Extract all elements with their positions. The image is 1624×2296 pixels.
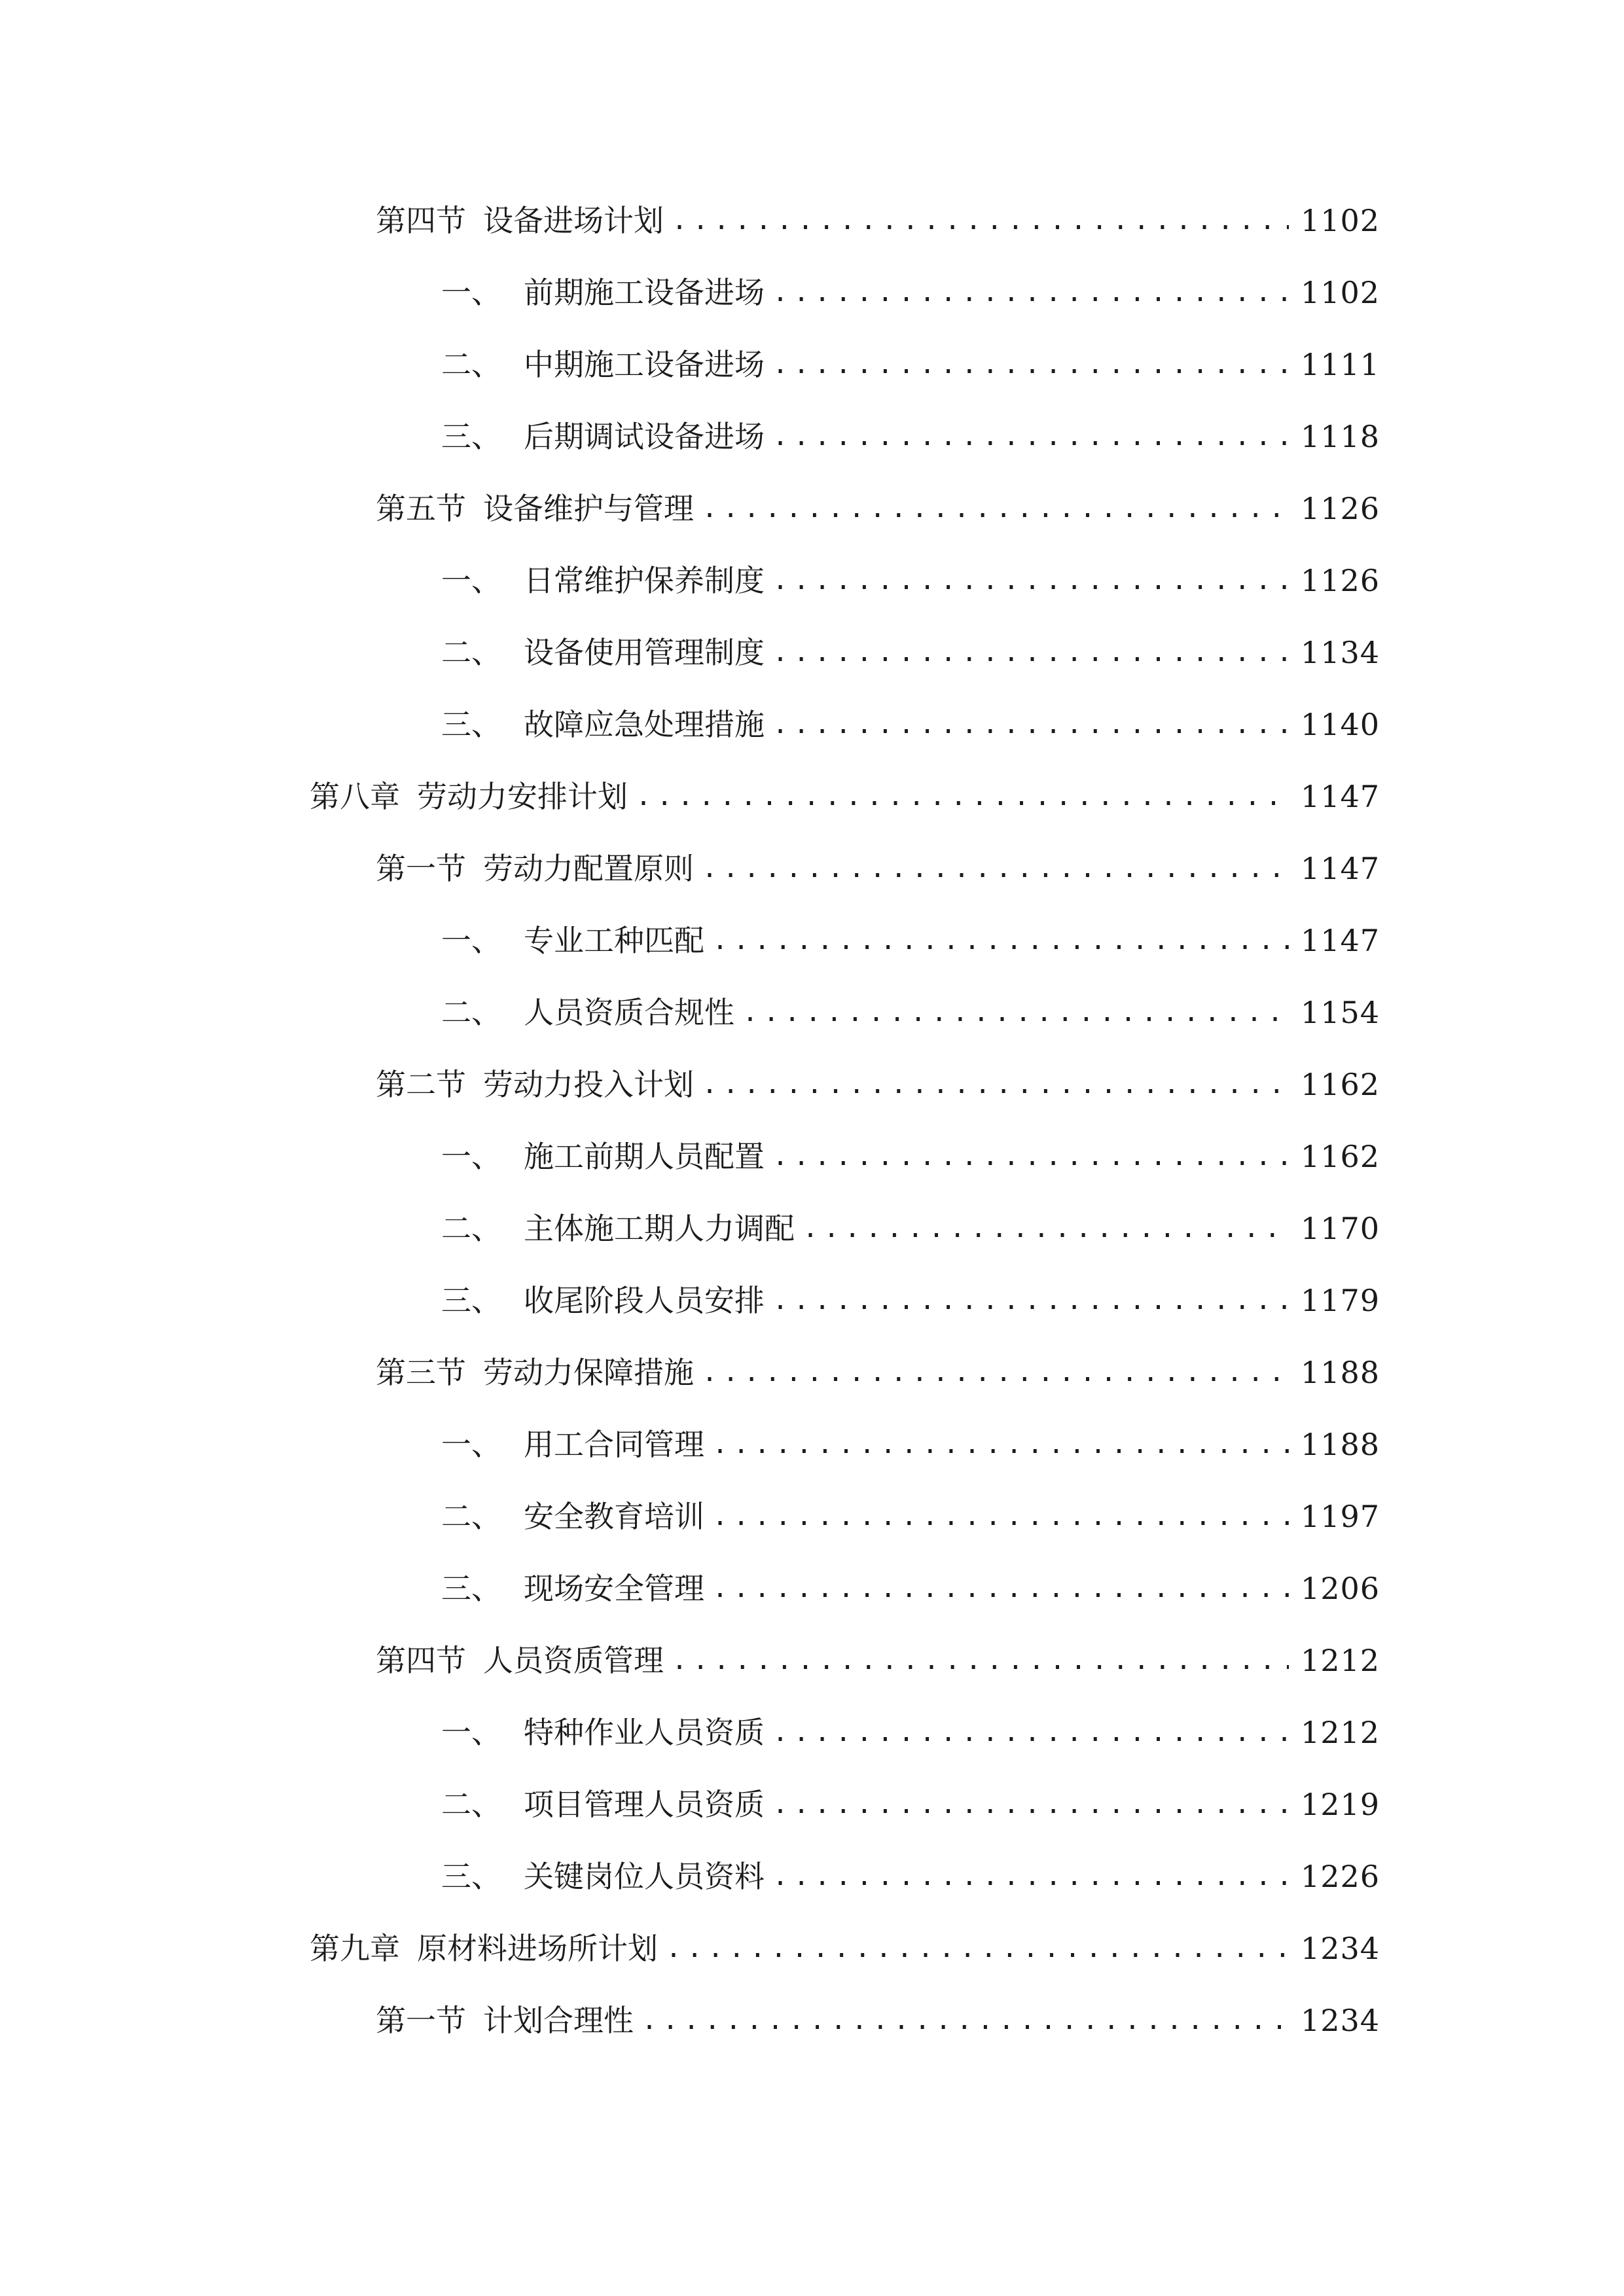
toc-entry-number: 二、	[441, 995, 501, 1030]
toc-dot-leader	[772, 1778, 1289, 1831]
toc-entry-line	[376, 1058, 1380, 1111]
toc-entry-number: 第二节	[376, 1067, 466, 1102]
toc-entry-line	[441, 1850, 1380, 1903]
toc-entry-line	[376, 1346, 1380, 1399]
toc-entry-title: 特种作业人员资质	[524, 1715, 765, 1750]
toc-dot-leader	[772, 266, 1289, 319]
toc-entry-number: 三、	[441, 1571, 501, 1606]
toc-entry-title: 计划合理性	[483, 2003, 634, 2038]
toc-entry-line	[441, 1418, 1380, 1471]
toc-entry-page-number: 1147	[1300, 851, 1380, 886]
toc-entry-number: 二、	[441, 635, 501, 670]
toc-entry[interactable]	[0, 338, 1624, 391]
toc-dot-leader	[772, 1706, 1289, 1759]
toc-entry-page-number: 1140	[1300, 707, 1380, 742]
toc-dot-leader	[772, 1130, 1289, 1183]
toc-dot-leader	[712, 1418, 1289, 1471]
toc-entry[interactable]	[0, 842, 1624, 895]
toc-entry-page-number: 1170	[1300, 1211, 1380, 1246]
toc-entry-number: 一、	[441, 563, 501, 598]
toc-entry[interactable]	[0, 1418, 1624, 1471]
toc-dot-leader	[712, 1562, 1289, 1615]
toc-entry-line	[441, 626, 1380, 679]
toc-entry-page-number: 1126	[1300, 563, 1380, 598]
toc-entry-page-number: 1118	[1300, 419, 1380, 454]
toc-entry[interactable]	[0, 698, 1624, 751]
toc-entry-page-number: 1219	[1300, 1787, 1380, 1822]
toc-entry-line	[376, 482, 1380, 535]
toc-entry-line	[441, 698, 1380, 751]
toc-entry-title: 劳动力配置原则	[483, 851, 694, 886]
toc-entry[interactable]	[0, 266, 1624, 319]
toc-dot-leader	[772, 1274, 1289, 1327]
toc-entry-line	[441, 986, 1380, 1039]
toc-entry-number: 三、	[441, 707, 501, 742]
toc-entry-line	[441, 266, 1380, 319]
toc-dot-leader	[666, 1922, 1289, 1975]
toc-entry-line	[441, 1274, 1380, 1327]
toc-entry-number: 二、	[441, 1211, 501, 1246]
toc-entry-title: 日常维护保养制度	[524, 563, 765, 598]
toc-entry-page-number: 1111	[1300, 347, 1380, 382]
toc-entry[interactable]	[0, 914, 1624, 967]
toc-entry[interactable]	[0, 1274, 1624, 1327]
toc-entry-title: 劳动力保障措施	[483, 1355, 694, 1390]
toc-entry-number: 第一节	[376, 851, 466, 886]
toc-entry-page-number: 1154	[1300, 995, 1380, 1030]
toc-entry-title: 收尾阶段人员安排	[524, 1283, 765, 1318]
toc-dot-leader	[702, 482, 1289, 535]
toc-entry-title: 现场安全管理	[524, 1571, 704, 1606]
toc-entry-title: 中期施工设备进场	[524, 347, 765, 382]
toc-entry-number: 第五节	[376, 491, 466, 526]
toc-entry[interactable]	[0, 986, 1624, 1039]
toc-entry-line	[376, 842, 1380, 895]
toc-entry-number: 第四节	[376, 203, 466, 238]
toc-entry-page-number: 1226	[1300, 1859, 1380, 1894]
toc-entry[interactable]	[0, 1058, 1624, 1111]
toc-dot-leader	[772, 626, 1289, 679]
toc-entry[interactable]	[0, 554, 1624, 607]
toc-entry[interactable]	[0, 770, 1624, 823]
toc-entry-title: 前期施工设备进场	[524, 275, 765, 310]
toc-dot-leader	[672, 194, 1289, 247]
toc-entry-title: 后期调试设备进场	[524, 419, 765, 454]
toc-entry-page-number: 1234	[1300, 2003, 1380, 2038]
toc-entry-page-number: 1162	[1300, 1067, 1380, 1102]
toc-entry-title: 施工前期人员配置	[524, 1139, 765, 1174]
toc-entry-number: 第四节	[376, 1643, 466, 1678]
toc-entry-page-number: 1197	[1300, 1499, 1380, 1534]
toc-entry-page-number: 1212	[1300, 1715, 1380, 1750]
toc-entry-page-number: 1179	[1300, 1283, 1380, 1318]
toc-dot-leader	[702, 1346, 1289, 1399]
toc-entry-line	[441, 410, 1380, 463]
toc-entry-number: 二、	[441, 1787, 501, 1822]
toc-dot-leader	[742, 986, 1289, 1039]
toc-entry-number: 三、	[441, 1283, 501, 1318]
toc-entry-line	[441, 1778, 1380, 1831]
toc-entry-number: 一、	[441, 1427, 501, 1462]
toc-dot-leader	[702, 1058, 1289, 1111]
toc-entry-line	[441, 1490, 1380, 1543]
toc-entry[interactable]	[0, 194, 1624, 247]
toc-dot-leader	[772, 410, 1289, 463]
toc-entry[interactable]	[0, 1346, 1624, 1399]
toc-entry-title: 人员资质管理	[483, 1643, 664, 1678]
toc-entry[interactable]	[0, 1850, 1624, 1903]
toc-entry-page-number: 1162	[1300, 1139, 1380, 1174]
toc-dot-leader	[772, 338, 1289, 391]
toc-entry-title: 设备维护与管理	[483, 491, 694, 526]
toc-entry-line	[376, 1634, 1380, 1687]
toc-entry-page-number: 1212	[1300, 1643, 1380, 1678]
toc-entry-line	[376, 194, 1380, 247]
toc-dot-leader	[772, 698, 1289, 751]
toc-entry-title: 安全教育培训	[524, 1499, 704, 1534]
toc-entry-line	[441, 1562, 1380, 1615]
toc-entry[interactable]	[0, 1778, 1624, 1831]
toc-entry-title: 设备进场计划	[483, 203, 664, 238]
toc-entry-line	[441, 1706, 1380, 1759]
toc-entry-page-number: 1102	[1300, 203, 1380, 238]
toc-entry-title: 人员资质合规性	[524, 995, 734, 1030]
toc-entry[interactable]	[0, 626, 1624, 679]
toc-entry-title: 劳动力投入计划	[483, 1067, 694, 1102]
toc-entry-number: 第八章	[310, 779, 400, 814]
toc-entry-page-number: 1147	[1300, 779, 1380, 814]
toc-entry-number: 二、	[441, 347, 501, 382]
toc-entry-title: 主体施工期人力调配	[524, 1211, 795, 1246]
toc-entry[interactable]	[0, 482, 1624, 535]
toc-entry-title: 设备使用管理制度	[524, 635, 765, 670]
toc-entry-title: 原材料进场所计划	[417, 1931, 658, 1966]
toc-entry-number: 第一节	[376, 2003, 466, 2038]
toc-dot-leader	[712, 1490, 1289, 1543]
toc-entry-line	[441, 1130, 1380, 1183]
toc-entry[interactable]	[0, 410, 1624, 463]
toc-entry[interactable]	[0, 1994, 1624, 2047]
toc-entry-number: 第九章	[310, 1931, 400, 1966]
toc-entry-number: 一、	[441, 275, 501, 310]
toc-entry-page-number: 1134	[1300, 635, 1380, 670]
toc-entry-line	[310, 1922, 1380, 1975]
toc-entry-number: 一、	[441, 1715, 501, 1750]
toc-entry-title: 故障应急处理措施	[524, 707, 765, 742]
toc-entry-line	[441, 914, 1380, 967]
toc-entry-page-number: 1188	[1300, 1427, 1380, 1462]
toc-entry-title: 关键岗位人员资料	[524, 1859, 765, 1894]
toc-dot-leader	[772, 1850, 1289, 1903]
toc-entry[interactable]	[0, 1202, 1624, 1255]
toc-entry-page-number: 1206	[1300, 1571, 1380, 1606]
toc-entry[interactable]	[0, 1706, 1624, 1759]
toc-entry[interactable]	[0, 1562, 1624, 1615]
toc-dot-leader	[772, 554, 1289, 607]
toc-entry-number: 三、	[441, 1859, 501, 1894]
toc-entry-number: 三、	[441, 419, 501, 454]
toc-entry-number: 一、	[441, 923, 501, 958]
toc-entry-title: 专业工种匹配	[524, 923, 704, 958]
toc-dot-leader	[803, 1202, 1289, 1255]
toc-entry-number: 第三节	[376, 1355, 466, 1390]
toc-entry-line	[376, 1994, 1380, 2047]
toc-entry-page-number: 1102	[1300, 275, 1380, 310]
toc-entry-line	[441, 338, 1380, 391]
toc-entry[interactable]	[0, 1634, 1624, 1687]
toc-dot-leader	[641, 1994, 1289, 2047]
toc-dot-leader	[712, 914, 1289, 967]
toc-entry-line	[310, 770, 1380, 823]
toc-dot-leader	[672, 1634, 1289, 1687]
toc-entry-page-number: 1234	[1300, 1931, 1380, 1966]
toc-entry-title: 劳动力安排计划	[417, 779, 628, 814]
toc-entry-number: 二、	[441, 1499, 501, 1534]
toc-entry-page-number: 1188	[1300, 1355, 1380, 1390]
toc-entry-page-number: 1126	[1300, 491, 1380, 526]
toc-entry-line	[441, 554, 1380, 607]
toc-entry-line	[441, 1202, 1380, 1255]
toc-entry-number: 一、	[441, 1139, 501, 1174]
toc-entry[interactable]	[0, 1922, 1624, 1975]
toc-dot-leader	[702, 842, 1289, 895]
toc-entry-title: 用工合同管理	[524, 1427, 704, 1462]
toc-entry-page-number: 1147	[1300, 923, 1380, 958]
toc-entry-title: 项目管理人员资质	[524, 1787, 765, 1822]
toc-entry[interactable]	[0, 1130, 1624, 1183]
toc-dot-leader	[636, 770, 1289, 823]
toc-entry[interactable]	[0, 1490, 1624, 1543]
